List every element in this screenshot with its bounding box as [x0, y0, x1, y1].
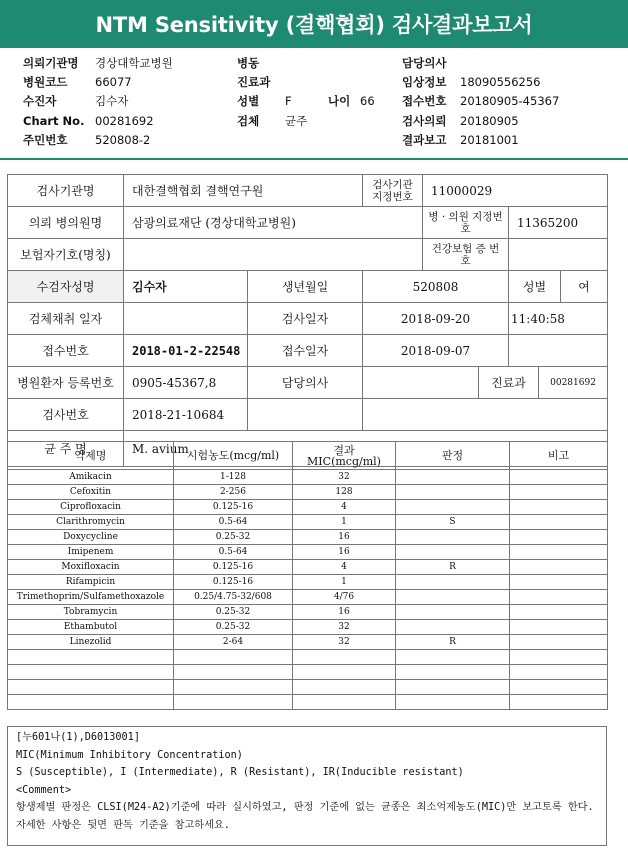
drug-mic-cell: 16: [293, 545, 396, 560]
empty-cell: [8, 650, 174, 665]
drug-judge-cell: [396, 530, 510, 545]
age-value: 66: [360, 94, 375, 108]
insured-value: [124, 239, 423, 271]
recipient-value: 김수자: [95, 94, 129, 108]
drug-mic-cell: 4: [293, 560, 396, 575]
empty-cell: [510, 665, 608, 680]
drug-judge-cell: [396, 545, 510, 560]
req-inst-label: 의뢰 병의원명: [8, 207, 124, 239]
drug-judge-cell: [396, 620, 510, 635]
drug-judge-cell: [396, 605, 510, 620]
empty-cell: [396, 650, 510, 665]
hospital-code-label: 병원코드: [23, 75, 68, 89]
drug-note-cell: [510, 605, 608, 620]
table-row: [8, 620, 608, 635]
drug-note-cell: [510, 575, 608, 590]
sex-label: 성별: [237, 94, 260, 108]
mic-definition: MIC(Minimum Inhibitory Concentration): [16, 749, 243, 761]
table-row: [8, 515, 608, 530]
header-separator: [0, 158, 628, 160]
drug-note-cell: [510, 635, 608, 650]
empty-cell: [8, 665, 174, 680]
drug-mic-cell: 32: [293, 470, 396, 485]
ssn-label: 주민번호: [23, 133, 68, 147]
empty-cell: [293, 695, 396, 710]
result-header-line2: MIC(mcg/ml): [307, 454, 381, 468]
institution-label: 의뢰기관명: [23, 56, 79, 70]
drug-note-cell: [510, 545, 608, 560]
empty-cell: [293, 650, 396, 665]
empty-cell: [293, 680, 396, 695]
receipt-no-label: 접수번호: [402, 94, 447, 108]
drug-name-cell: Imipenem: [8, 545, 174, 560]
lab-id-value: 11000029: [423, 175, 608, 207]
drug-range-cell: 1-128: [174, 470, 293, 485]
table-row: [8, 575, 608, 590]
test-no-label: 검사번호: [8, 399, 124, 431]
drug-range-cell: 0.25-32: [174, 605, 293, 620]
drug-name-cell: Ciprofloxacin: [8, 500, 174, 515]
receipt-no-value: 20180905-45367: [460, 94, 560, 108]
drug-judge-cell: [396, 575, 510, 590]
recipient-label: 수진자: [23, 94, 57, 108]
drug-judge-cell: [396, 590, 510, 605]
drug-name-cell: Cefoxitin: [8, 485, 174, 500]
empty-cell: [174, 695, 293, 710]
drug-rows: [8, 470, 608, 710]
drug-note-cell: [510, 485, 608, 500]
comment-code: [누601나(1),D6013001]: [16, 732, 140, 743]
empty-cell: [396, 665, 510, 680]
request-value: 20180905: [460, 114, 519, 128]
interpretation-legend: S (Susceptible), I (Intermediate), R (Resistant), IR(Inducible resistant): [16, 767, 464, 778]
empty-cell: [8, 695, 174, 710]
table-row: [8, 635, 608, 650]
drug-note-cell: [510, 500, 608, 515]
patient-sex-label: 성별: [509, 271, 561, 303]
drug-mic-cell: 4/76: [293, 590, 396, 605]
health-id-label: 건강보험 증 번 호: [423, 239, 509, 271]
institution-value: 경상대학교병원: [95, 56, 173, 70]
note-header: 비고: [510, 442, 608, 470]
empty-cell: [174, 680, 293, 695]
patient-dept-label: 진료과: [479, 367, 539, 399]
drug-judge-cell: R: [396, 560, 510, 575]
result-header: [293, 442, 396, 470]
drug-name-cell: Clarithromycin: [8, 515, 174, 530]
drug-range-cell: 0.25-32: [174, 620, 293, 635]
drug-sensitivity-table: [7, 441, 608, 710]
test-time-value: 11:40:58: [509, 303, 608, 335]
drug-name-cell: Tobramycin: [8, 605, 174, 620]
physician-label: 담당의사: [248, 367, 363, 399]
strain-value: M. avium: [124, 431, 608, 467]
age-label: 나이: [328, 94, 351, 108]
accession-label: 접수번호: [8, 335, 124, 367]
table-row-empty: [8, 680, 608, 695]
clinical-info-label: 임상정보: [402, 75, 447, 89]
patient-sex-value: 여: [561, 271, 608, 303]
patient-info-table: [7, 174, 608, 467]
drug-range-cell: 0.25/4.75-32/608: [174, 590, 293, 605]
drug-mic-cell: 4: [293, 500, 396, 515]
req-inst-value: 삼광의료재단 (경상대학교병원): [124, 207, 423, 239]
specimen-label: 검체: [237, 114, 260, 128]
table-row-empty: [8, 695, 608, 710]
drug-range-cell: 0.125-16: [174, 500, 293, 515]
health-id-value: [509, 239, 608, 271]
lab-id-label: 검사기관 지정번호: [363, 175, 423, 207]
table-row: [8, 590, 608, 605]
drug-name-cell: Rifampicin: [8, 575, 174, 590]
table-row: [8, 560, 608, 575]
insured-label: 보험자기호(명칭): [8, 239, 124, 271]
drug-name-cell: Moxifloxacin: [8, 560, 174, 575]
table-row: [8, 530, 608, 545]
drug-judge-cell: [396, 500, 510, 515]
hospital-code-value: 66077: [95, 75, 132, 89]
report-date-label: 결과보고: [402, 133, 447, 147]
empty-cell: [293, 665, 396, 680]
table-row-empty: [8, 650, 608, 665]
interpretation-header: 판정: [396, 442, 510, 470]
accept-date-blank: [509, 335, 608, 367]
report-title: NTM Sensitivity (결핵협회) 검사결과보고서: [95, 13, 533, 37]
request-label: 검사의뢰: [402, 114, 447, 128]
drug-judge-cell: [396, 485, 510, 500]
drug-mic-cell: 128: [293, 485, 396, 500]
drug-note-cell: [510, 470, 608, 485]
comment-box: [7, 726, 607, 846]
hosp-reg-label: 병원환자 등록번호: [8, 367, 124, 399]
drug-range-cell: 0.5-64: [174, 515, 293, 530]
comment-label: <Comment>: [16, 784, 72, 796]
accept-date-value: 2018-09-07: [363, 335, 509, 367]
drug-judge-cell: R: [396, 635, 510, 650]
clinic-id-value: 11365200: [509, 207, 608, 239]
test-date-value: 2018-09-20: [363, 303, 509, 335]
name-value: 김수자: [124, 271, 248, 303]
drug-mic-cell: 1: [293, 575, 396, 590]
accession-value: 2018-01-2-22548: [124, 335, 248, 367]
drug-mic-cell: 16: [293, 605, 396, 620]
test-date-label: 검사일자: [248, 303, 363, 335]
table-row: [8, 470, 608, 485]
comment-text: 항생제별 판정은 CLSI(M24-A2)기준에 따라 실시하였고, 판정 기준에 없는 균종은 최소억제농도(MIC)만 보고토록 한다. 자세한 사항은 뒷면 판독 기준을 참고하세요.: [16, 802, 594, 831]
ssn-value: 520808-2: [95, 133, 151, 147]
drug-judge-cell: [396, 470, 510, 485]
table-row: [8, 545, 608, 560]
drug-name-cell: Trimethoprim/Sulfamethoxazole: [8, 590, 174, 605]
empty-cell: [510, 695, 608, 710]
lab-value: 대한결핵협회 결핵연구원: [124, 175, 363, 207]
drug-range-cell: 2-64: [174, 635, 293, 650]
collect-value: [124, 303, 248, 335]
drug-mic-cell: 32: [293, 620, 396, 635]
drug-range-cell: 0.25-32: [174, 530, 293, 545]
strain-label: 균 주 명: [8, 431, 124, 467]
sex-value: F: [285, 94, 292, 108]
empty-cell: [396, 695, 510, 710]
table-row: [8, 500, 608, 515]
drug-mic-cell: 16: [293, 530, 396, 545]
drug-note-cell: [510, 515, 608, 530]
empty-cell: [174, 665, 293, 680]
patient-dept-value: 00281692: [539, 367, 608, 399]
lab-label: 검사기관명: [8, 175, 124, 207]
drug-range-cell: 0.125-16: [174, 575, 293, 590]
drug-name-cell: Ethambutol: [8, 620, 174, 635]
drug-name-cell: Doxycycline: [8, 530, 174, 545]
drug-header: 약제명: [8, 442, 174, 470]
collect-label: 검체채취 일자: [8, 303, 124, 335]
drug-range-cell: 0.5-64: [174, 545, 293, 560]
dept-label: 진료과: [237, 75, 271, 89]
clinical-info-value: 18090556256: [460, 75, 541, 89]
clinic-id-label: 병 · 의원 지정번호: [423, 207, 509, 239]
report-title-bar: [0, 0, 628, 48]
test-no-blank-2: [363, 399, 608, 431]
table-row-empty: [8, 665, 608, 680]
specimen-value: 균주: [285, 114, 308, 128]
drug-note-cell: [510, 620, 608, 635]
chart-no-label: Chart No.: [23, 114, 85, 128]
test-no-blank-1: [248, 399, 363, 431]
empty-cell: [8, 680, 174, 695]
empty-cell: [396, 680, 510, 695]
concentration-header: 시험농도(mcg/ml): [174, 442, 293, 470]
drug-note-cell: [510, 590, 608, 605]
empty-cell: [510, 680, 608, 695]
result-header-line1: 결과: [333, 443, 355, 457]
accept-date-label: 접수일자: [248, 335, 363, 367]
drug-range-cell: 2-256: [174, 485, 293, 500]
header-info: [0, 52, 628, 156]
chart-no-value: 00281692: [95, 114, 154, 128]
drug-name-cell: Linezolid: [8, 635, 174, 650]
hosp-reg-value: 0905-45367,8: [124, 367, 248, 399]
table-row: [8, 485, 608, 500]
drug-note-cell: [510, 530, 608, 545]
table-row: [8, 605, 608, 620]
empty-cell: [510, 650, 608, 665]
name-label: 수검자성명: [8, 271, 124, 303]
dob-label: 생년월일: [248, 271, 363, 303]
physician-value: [363, 367, 479, 399]
test-no-value: 2018-21-10684: [124, 399, 248, 431]
report-date-value: 20181001: [460, 133, 519, 147]
empty-cell: [174, 650, 293, 665]
dob-value: 520808: [363, 271, 509, 303]
drug-range-cell: 0.125-16: [174, 560, 293, 575]
drug-mic-cell: 32: [293, 635, 396, 650]
drug-mic-cell: 1: [293, 515, 396, 530]
ward-label: 병동: [237, 56, 260, 70]
doctor-label: 담당의사: [402, 56, 447, 70]
drug-judge-cell: S: [396, 515, 510, 530]
drug-name-cell: Amikacin: [8, 470, 174, 485]
drug-note-cell: [510, 560, 608, 575]
